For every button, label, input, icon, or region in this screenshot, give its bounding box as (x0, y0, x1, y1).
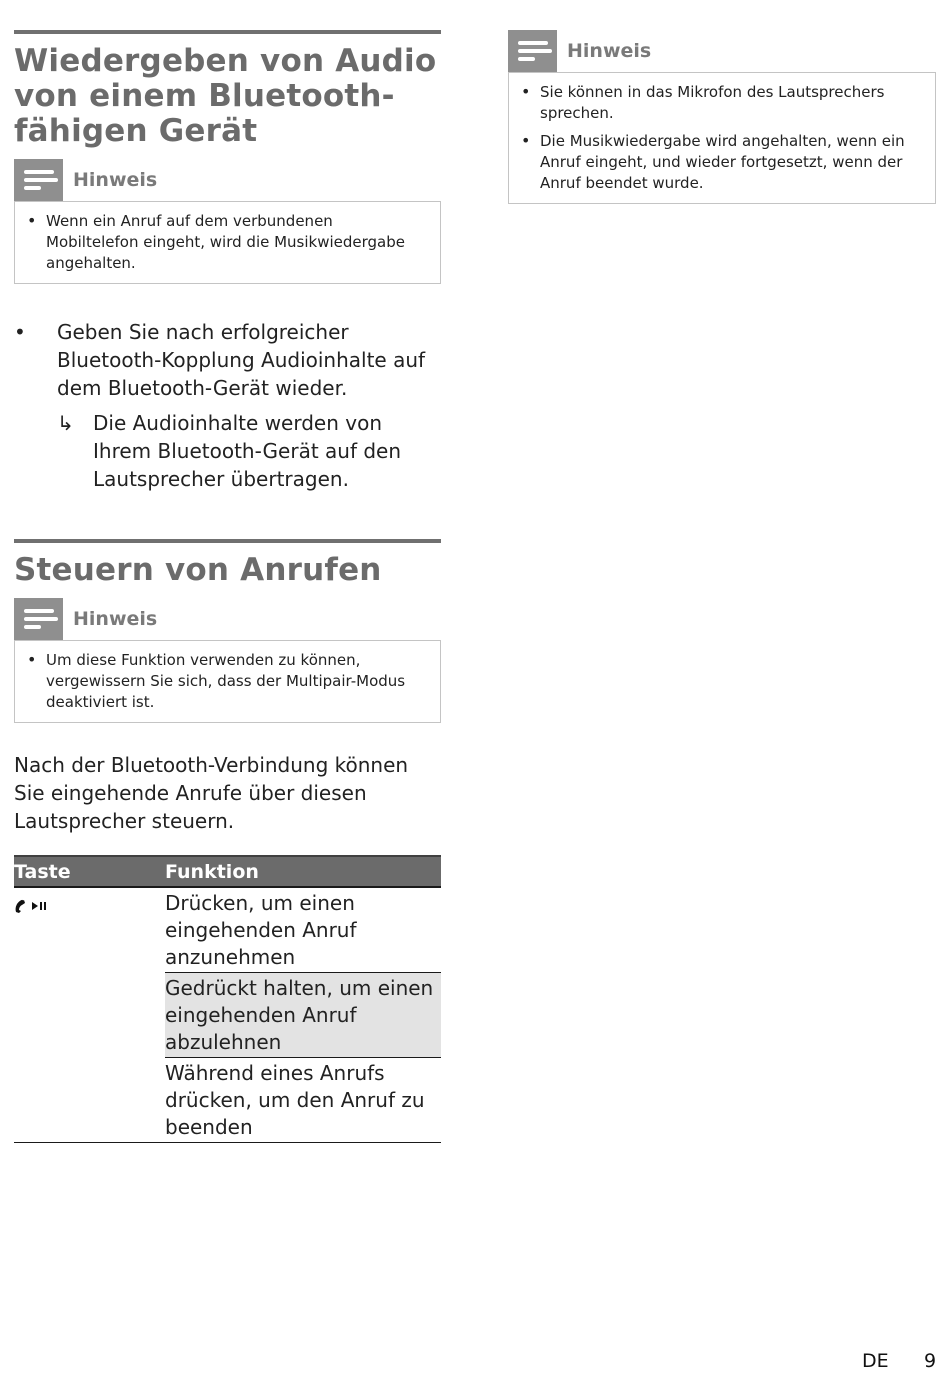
table-cell-function: Während eines Anrufs drücken, um den Anruf zu beenden (165, 1058, 441, 1143)
note-header (508, 30, 936, 72)
note-icon (14, 598, 63, 640)
note-header (14, 159, 441, 201)
bullet: • (14, 320, 26, 344)
table-cell-key (14, 887, 165, 1143)
section-rule (14, 30, 441, 34)
table-header-function: Funktion (165, 856, 441, 887)
section-title-play-audio: Wiedergeben von Audio von einem Bluetooth-fähigen Gerät (14, 43, 437, 149)
step-text: Geben Sie nach erfolgreicher Bluetooth-Kopplung Audioinhalte auf dem Bluetooth-Gerät wieder. (57, 320, 426, 400)
result-text: Die Audioinhalte werden von Ihrem Bluetooth-Gerät auf den Lautsprecher übertragen. (93, 411, 402, 491)
note-icon (14, 159, 63, 201)
note-calls (14, 598, 441, 723)
calls-intro: Nach der Bluetooth-Verbindung können Sie eingehende Anrufe über diesen Lautsprecher steuern. (14, 753, 409, 833)
note-label: Hinweis (73, 608, 158, 630)
step-result (57, 409, 441, 493)
footer-language: DE (862, 1350, 889, 1372)
note-item: • Wenn ein Anruf auf dem verbundenen Mobiltelefon eingeht, wird die Musikwiedergabe angehalten. (25, 211, 428, 274)
note-icon (508, 30, 557, 72)
note-play-audio (14, 159, 441, 284)
section-rule (14, 539, 441, 543)
note-item: • Die Musikwiedergabe wird angehalten, wenn ein Anruf eingeht, und wieder fortgesetzt, wenn der Anruf beendet wurde. (519, 131, 923, 194)
note-box (14, 640, 441, 723)
table-header-row (14, 856, 441, 887)
note-label: Hinweis (73, 169, 158, 191)
table-cell-function: Drücken, um einen eingehenden Anruf anzunehmen (165, 887, 441, 973)
table-header-key: Taste (14, 856, 165, 887)
table-row (14, 887, 441, 973)
note-header (14, 598, 441, 640)
step-item (14, 318, 441, 493)
left-column (14, 30, 441, 1143)
phone-play-pause-icon (14, 899, 50, 913)
page-number: 9 (924, 1350, 937, 1372)
note-item: • Sie können in das Mikrofon des Lautsprechers sprechen. (519, 82, 923, 124)
note-box (508, 72, 936, 204)
note-box (14, 201, 441, 284)
note-item: • Um diese Funktion verwenden zu können, vergewissern Sie sich, dass der Multipair-Modus deaktiviert ist. (25, 650, 428, 713)
note-label: Hinweis (567, 40, 652, 62)
note-right (508, 30, 936, 204)
function-table (14, 855, 441, 1143)
right-column (508, 30, 936, 204)
section-title-calls: Steuern von Anrufen (14, 552, 382, 588)
result-arrow-icon: ↳ (57, 411, 74, 435)
table-cell-function: Gedrückt halten, um einen eingehenden Anruf abzulehnen (165, 973, 441, 1058)
